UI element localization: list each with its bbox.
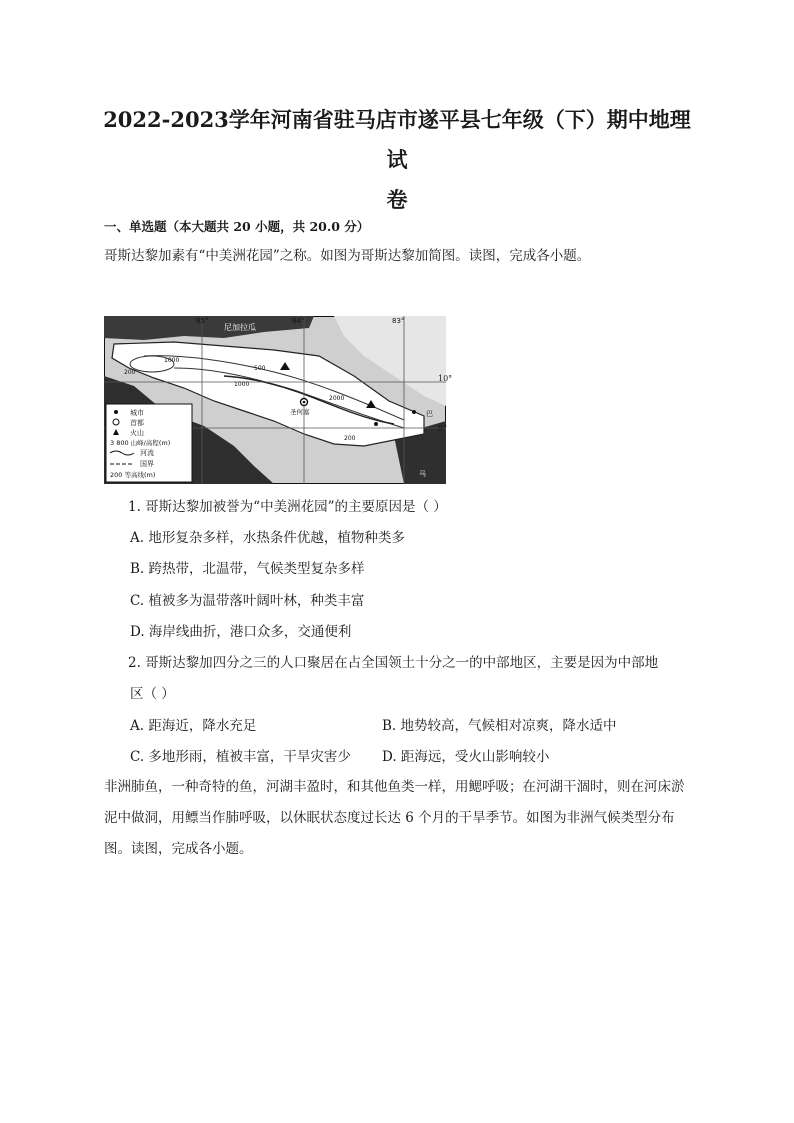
- title-line-2: 卷: [386, 187, 408, 212]
- longitude-label: 83°: [392, 317, 405, 325]
- contour-label: 1000: [164, 357, 180, 364]
- question-2-option-c[interactable]: C. 多地形雨，植被丰富，干旱灾害少: [130, 749, 351, 765]
- intro-paragraph-1: 哥斯达黎加素有“中美洲花园”之称。如图为哥斯达黎加简图。读图，完成各小题。: [104, 248, 591, 264]
- contour-label: 500: [254, 365, 266, 372]
- question-2-stem-line-1: 2. 哥斯达黎加四分之三的人口聚居在占全国领土十分之一的中部地区，主要是因为中部地: [128, 655, 659, 671]
- legend-item: 200 等高线(m): [110, 471, 156, 479]
- nicaragua-label: 尼加拉瓜: [224, 323, 256, 332]
- question-1-option-c[interactable]: C. 植被多为温带落叶阔叶林，种类丰富: [130, 593, 365, 609]
- costa-rica-map: [104, 316, 446, 484]
- question-1-option-b[interactable]: B. 跨热带，北温带，气候类型复杂多样: [130, 561, 365, 577]
- contour-label: 1000: [234, 381, 250, 388]
- legend-item: 国界: [140, 460, 154, 468]
- question-2-option-a[interactable]: A. 距海近，降水充足: [130, 718, 257, 734]
- latitude-label: 9°: [438, 424, 448, 433]
- contour-label: 200: [124, 369, 136, 376]
- region-label: 马: [419, 470, 426, 478]
- question-2-option-d[interactable]: D. 距海远，受火山影响较小: [382, 749, 550, 765]
- question-2-option-b[interactable]: B. 地势较高，气候相对凉爽，降水适中: [382, 718, 617, 734]
- contour-label: 200: [344, 435, 356, 442]
- question-1-stem: 1. 哥斯达黎加被誉为“中美洲花园”的主要原因是（ ）: [128, 499, 447, 515]
- contour-label: 2000: [329, 395, 345, 402]
- question-2-stem-line-2: 区（ ）: [130, 686, 175, 702]
- capital-dot: [303, 401, 306, 404]
- city-marker: [412, 410, 416, 414]
- question-1-option-d[interactable]: D. 海岸线曲折，港口众多，交通便利: [130, 624, 352, 640]
- legend-item: 首都: [130, 419, 144, 427]
- question-1-option-a[interactable]: A. 地形复杂多样，水热条件优越，植物种类多: [130, 530, 405, 546]
- section-heading: 一、单选题（本大题共 20 小题，共 20.0 分）: [104, 219, 370, 234]
- page-title: [100, 100, 694, 220]
- capital-label: 圣何塞: [290, 408, 310, 416]
- legend-item: 3 800 山峰/高程(m): [110, 439, 171, 447]
- longitude-label: 85°: [196, 317, 209, 325]
- longitude-label: 84°: [292, 317, 305, 325]
- legend-item: 火山: [130, 429, 144, 437]
- latitude-label: 10°: [438, 374, 453, 383]
- legend-item: 河流: [140, 449, 154, 457]
- region-label: 巴: [426, 410, 433, 418]
- legend-item: 城市: [130, 409, 144, 417]
- intro-paragraph-2: 非洲肺鱼，一种奇特的鱼，河湖丰盈时，和其他鱼类一样，用鳃呼吸；在河湖干涸时，则在河床淤泥中做洞，用鳔当作肺呼吸，以休眠状态度过长达 6 个月的干旱季节。如图为非洲气候类型分布图。读图，完成各小题。: [104, 779, 685, 857]
- city-marker: [374, 422, 378, 426]
- legend-city-icon: [114, 410, 118, 414]
- title-line-1: 2022-2023学年河南省驻马店市遂平县七年级（下）期中地理试: [103, 107, 691, 172]
